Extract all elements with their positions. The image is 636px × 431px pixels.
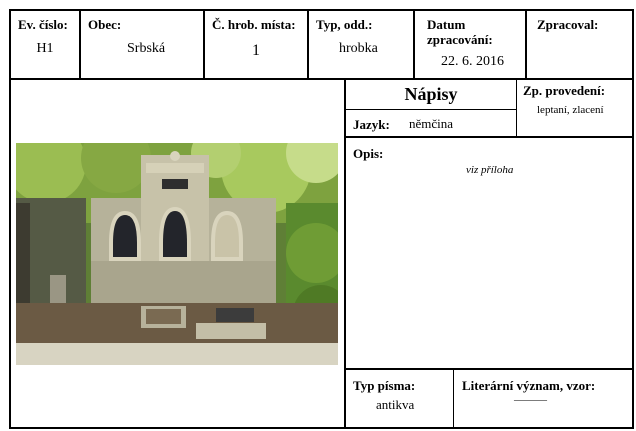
hrob-misto-value: 1 <box>252 42 260 59</box>
hrob-misto-label: Č. hrob. místa: <box>212 17 296 32</box>
typ-pisma-label: Typ písma: <box>353 378 416 393</box>
photo-section <box>11 80 346 429</box>
obec-cell <box>81 11 205 78</box>
grave-record-card <box>9 9 634 429</box>
jazyk-label: Jazyk: <box>353 117 390 132</box>
datum-cell <box>415 11 527 78</box>
opis-cell <box>346 138 634 370</box>
zpracoval-cell <box>527 11 632 78</box>
obec-value: Srbská <box>127 41 166 56</box>
literarni-value: ——— <box>514 394 547 406</box>
header-row <box>11 11 632 80</box>
typ-odd-value: hrobka <box>339 41 378 56</box>
typ-pisma-cell <box>346 370 454 429</box>
jazyk-value: němčina <box>409 116 454 131</box>
zp-provedeni-cell <box>516 80 634 138</box>
zp-provedeni-label: Zp. provedení: <box>523 83 606 98</box>
typ-odd-cell <box>309 11 415 78</box>
datum-label-line1: Datum <box>427 17 466 32</box>
obec-label: Obec: <box>88 17 122 32</box>
ev-cislo-label: Ev. číslo: <box>18 17 68 32</box>
datum-value: 22. 6. 2016 <box>441 54 504 69</box>
bottom-row <box>346 370 634 429</box>
hrob-misto-cell <box>205 11 309 78</box>
napisy-header <box>346 80 516 110</box>
literarni-label: Literární význam, vzor: <box>462 378 596 393</box>
inscription-section <box>346 80 634 429</box>
zp-provedeni-value: leptaní, zlacení <box>537 104 604 116</box>
tomb-photo <box>16 143 338 365</box>
typ-pisma-value: antikva <box>376 397 415 412</box>
typ-odd-label: Typ, odd.: <box>316 17 373 32</box>
jazyk-row <box>346 110 516 138</box>
datum-label-line2: zpracování: <box>427 32 493 47</box>
literarni-cell <box>454 370 634 429</box>
ev-cislo-value: H1 <box>36 41 54 56</box>
zpracoval-label: Zpracoval: <box>537 17 599 32</box>
opis-value: viz příloha <box>466 164 514 176</box>
ev-cislo-cell <box>11 11 81 78</box>
napisy-title: Nápisy <box>404 84 458 104</box>
opis-label: Opis: <box>353 146 384 161</box>
